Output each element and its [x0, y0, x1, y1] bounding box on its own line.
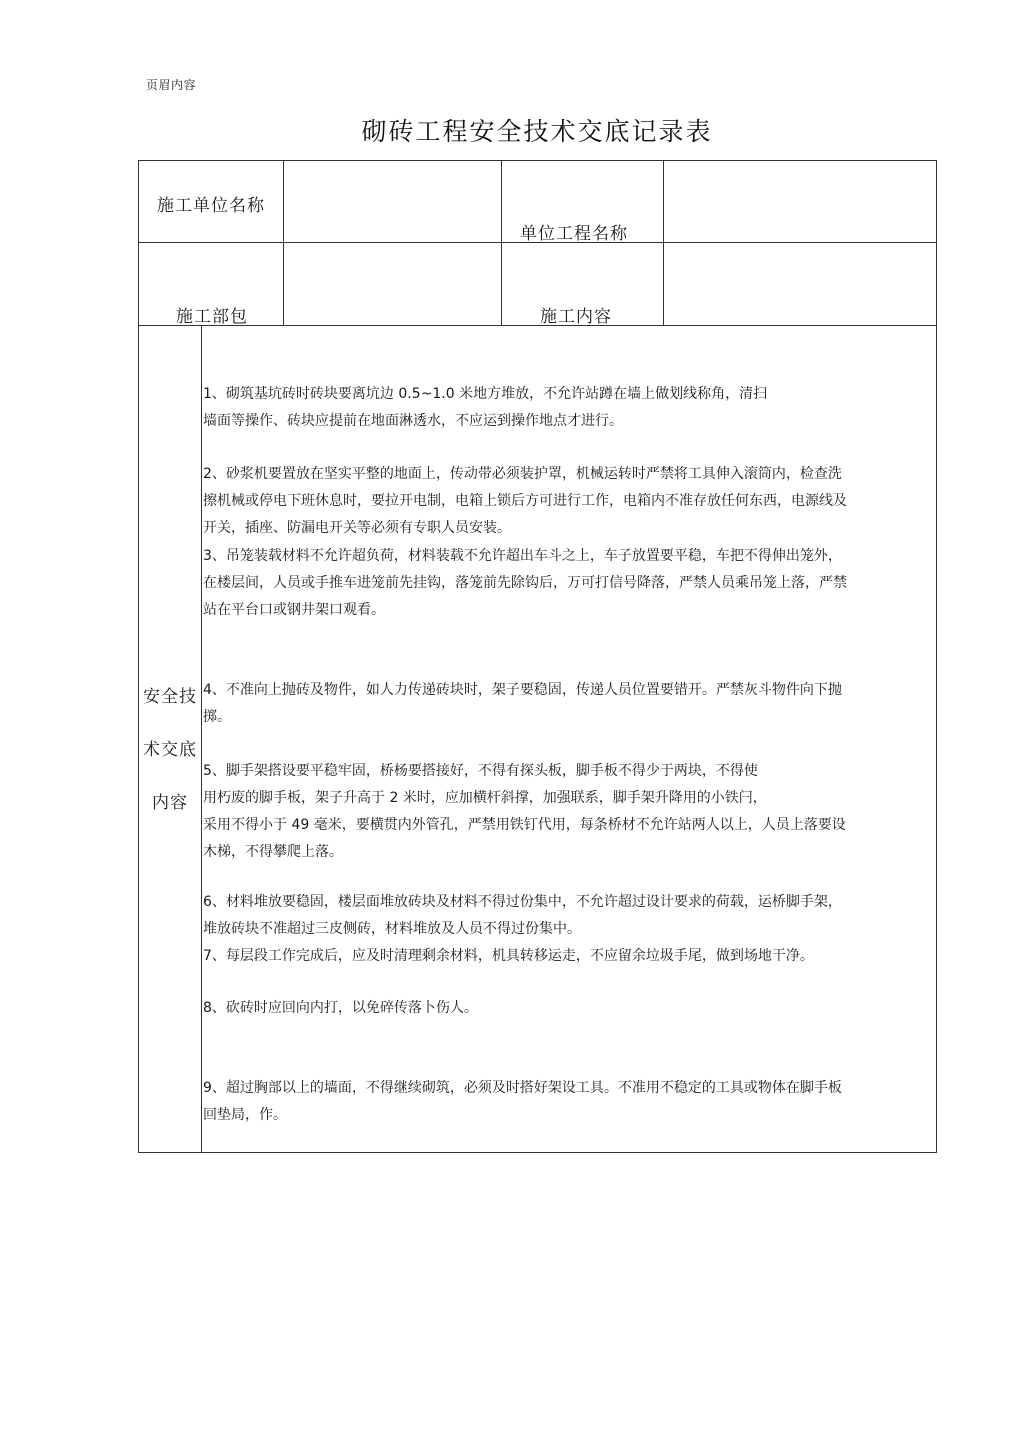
paragraph-line: 用朽废的脚手板，架子升高于 2 米时，应加横杆斜撑，加强联系，脚手架升降用的小铁闩，: [203, 790, 767, 806]
safety-paragraph-7: [203, 943, 937, 970]
construction-unit-label: 施工单位名称: [157, 196, 265, 216]
paragraph-line: 墙面等操作、砖块应提前在地面淋透水，不应运到操作地点才进行。: [203, 413, 623, 429]
paragraph-line: 采用不得小于 49 毫米，要横贯内外管孔，严禁用铁钉代用，每条桥材不允许站两人以上，人员上落要设: [203, 817, 846, 833]
safety-paragraph-3: [203, 543, 937, 624]
paragraph-line: 1、砌筑基坑砖时砖块要离坑边 0.5~1.0 米地方堆放，不允许站蹲在墙上做划线称角，清扫: [203, 386, 768, 402]
section-divider: [201, 325, 202, 1153]
safety-content: [203, 0, 937, 1450]
paragraph-line: 堆放砖块不准超过三皮侧砖，材料堆放及人员不得过份集中。: [203, 921, 581, 937]
paragraph-line: 掷。: [203, 709, 231, 725]
safety-paragraph-2: [203, 461, 937, 542]
header-note: 页眉内容: [146, 78, 197, 92]
paragraph-line: 在楼层间，人员或手推车进笼前先挂钩，落笼前先除钩后，万可打信号降落，严禁人员乘吊笼上落，严禁: [203, 575, 847, 591]
unit-project-label: 单位工程名称: [520, 224, 628, 244]
safety-section-label: [139, 682, 201, 841]
paragraph-line: 7、每层段工作完成后，应及时清理剩余材料，机具转移运走，不应留余垃圾手尾，做到场地干净。: [203, 948, 814, 964]
paragraph-line: 8、砍砖时应回向内打，以免碎传落卜伤人。: [203, 1000, 478, 1016]
paragraph-line: 9、超过胸部以上的墙面，不得继续砌筑，必须及时搭好架设工具。不准用不稳定的工具或物体在脚手板: [203, 1080, 842, 1096]
paragraph-line: 回垫局，作。: [203, 1107, 287, 1123]
paragraph-line: 擦机械或停电下班休息时，要拉开电制，电箱上锁后方可进行工作，电箱内不准存放任何东西，电源线及: [203, 493, 847, 509]
safety-label-line: 安全技: [143, 687, 197, 707]
safety-paragraph-4: [203, 677, 937, 731]
paragraph-line: 3、吊笼装载材料不允许超负荷，材料装载不允许超出车斗之上，车子放置要平稳，车把不得伸出笼外，: [203, 548, 842, 564]
safety-paragraph-8: [203, 995, 937, 1022]
paragraph-line: 开关，插座、防漏电开关等必须有专职人员安装。: [203, 520, 511, 536]
safety-label-line: 内容: [152, 793, 188, 813]
paragraph-line: 2、砂浆机要置放在坚实平整的地面上，传动带必须装护罩，机械运转时严禁将工具伸入滚筒内，检查洗: [203, 466, 842, 482]
paragraph-line: 站在平台口或钢井架口观看。: [203, 602, 385, 618]
construction-part-label: 施工部包: [176, 307, 248, 327]
paragraph-line: 5、脚手架搭设要平稳牢固，桥杨要搭接好，不得有探头板，脚手板不得少于两块，不得使: [203, 763, 758, 779]
document-title: 砌砖工程安全技术交底记录表: [361, 117, 713, 146]
safety-paragraph-6: [203, 889, 937, 943]
paragraph-line: 木梯，不得攀爬上落。: [203, 844, 343, 860]
paragraph-line: 4、不准向上抛砖及物件，如人力传递砖块时，架子要稳固，传递人员位置要错开。严禁灰斗物件向下抛: [203, 682, 842, 698]
construction-content-label: 施工内容: [540, 307, 612, 327]
safety-paragraph-1: [203, 381, 937, 435]
paragraph-line: 6、材料堆放要稳固，楼层面堆放砖块及材料不得过份集中，不允许超过设计要求的荷载，运桥脚手架，: [203, 894, 842, 910]
safety-paragraph-9: [203, 1075, 937, 1129]
safety-label-line: 术交底: [143, 740, 197, 760]
safety-paragraph-5: [203, 758, 937, 866]
